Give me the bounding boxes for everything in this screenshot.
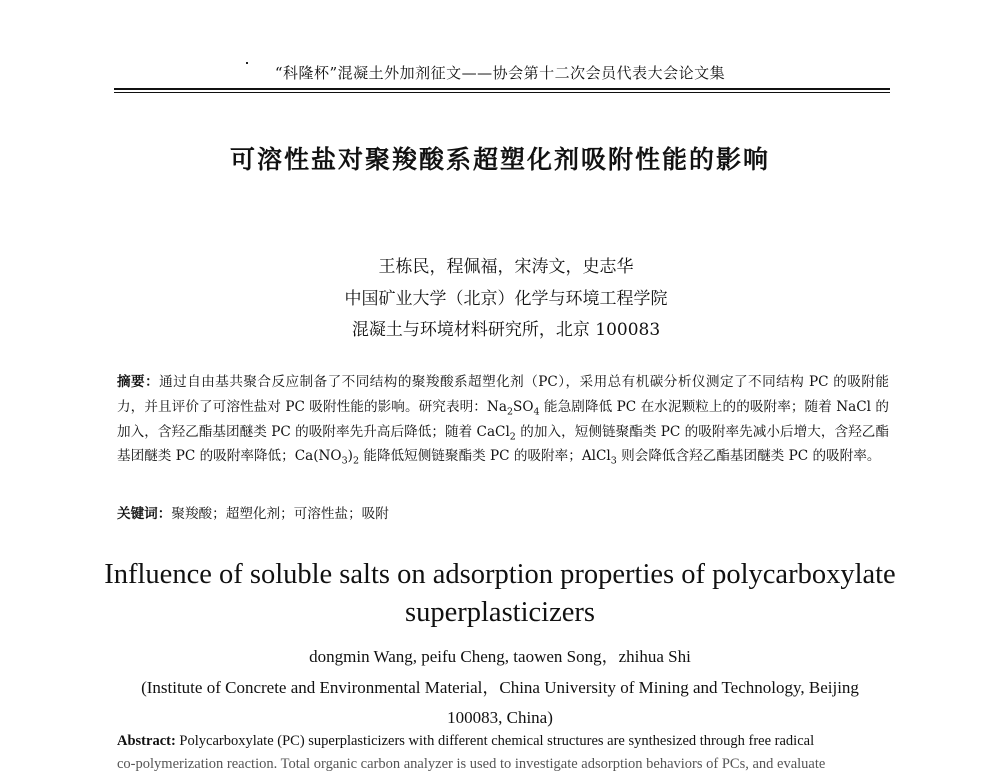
- subscript: 2: [352, 456, 360, 468]
- chinese-abstract-text-2: SO: [513, 398, 534, 415]
- chinese-abstract-text-1: 通过自由基共聚合反应制备了不同结构的聚羧酸系超塑化剂（PC），采用总有机碳分析仪测定了不同结构 PC 的吸附能力，并且评价了可溶性盐对 PC 吸附性能的影响。研究表明：Na: [117, 374, 889, 415]
- english-abstract: [117, 730, 889, 776]
- chinese-keywords: [117, 503, 889, 525]
- chinese-abstract-text-3: 能急剧降低 PC 在水泥颗粒上的的吸附率；随着 NaCl 的加入，含羟乙酯基团醚类 PC 的吸附率先升高后降低；随着 CaCl: [117, 398, 889, 440]
- chinese-abstract: [117, 370, 889, 469]
- chinese-abstract-label: 摘要：: [117, 374, 160, 390]
- english-affiliation-line-2: 100083, China): [447, 708, 553, 727]
- chinese-keywords-text: 聚羧酸；超塑化剂；可溶性盐；吸附: [171, 506, 389, 522]
- subscript: 4: [533, 406, 540, 418]
- scan-speck: [246, 62, 248, 64]
- english-affiliation-line-1: (Institute of Concrete and Environmental Material，China University of Mining and Technology, Beijing: [141, 678, 859, 697]
- running-header: “科隆杯”混凝土外加剂征文——协会第十二次会员代表大会论文集: [274, 64, 726, 82]
- english-title-line-2: superplasticizers: [405, 597, 595, 628]
- english-affiliation: [0, 673, 1000, 733]
- chinese-abstract-text-6: 能降低短侧链聚酯类 PC 的吸附率；AlCl: [359, 448, 611, 465]
- chinese-abstract-text-4: 的加入，短侧链聚酯类 PC 的吸附率先减小后增大，含羟乙酯基团醚类 PC 的吸附率降低；Ca(NO: [117, 423, 889, 465]
- chinese-authors: 王栋民，程佩福，宋涛文，史志华: [378, 257, 634, 277]
- subscript: 3: [341, 456, 348, 468]
- chinese-abstract-text-5: ): [347, 448, 353, 465]
- subscript: 3: [610, 456, 617, 468]
- chinese-title: 可溶性盐对聚羧酸系超塑化剂吸附性能的影响: [229, 145, 770, 174]
- header-rule: [114, 88, 890, 93]
- chinese-affiliation-2: 混凝土与环境材料研究所，北京 100083: [351, 320, 661, 340]
- chinese-abstract-text-7: 则会降低含羟乙酯基团醚类 PC 的吸附率。: [616, 448, 881, 465]
- english-abstract-line-2: co-polymerization reaction. Total organic carbon analyzer is used to investigate adsorption behaviors of PCs, and evaluate: [117, 756, 826, 772]
- english-abstract-label: Abstract:: [117, 733, 176, 749]
- chinese-affiliation-1: 中国矿业大学（北京）化学与环境工程学院: [344, 289, 668, 309]
- subscript: 2: [506, 406, 513, 418]
- subscript: 2: [509, 431, 516, 443]
- chinese-keywords-label: 关键词：: [117, 506, 172, 522]
- english-title-line-1: Influence of soluble salts on adsorption properties of polycarboxylate: [104, 559, 896, 590]
- english-abstract-line-1: [117, 730, 889, 753]
- english-abstract-text-1: Polycarboxylate (PC) superplasticizers with different chemical structures are synthesized through free radical: [175, 733, 815, 749]
- english-title: [0, 556, 1000, 632]
- english-authors: dongmin Wang, peifu Cheng, taowen Song，zhihua Shi: [309, 647, 691, 666]
